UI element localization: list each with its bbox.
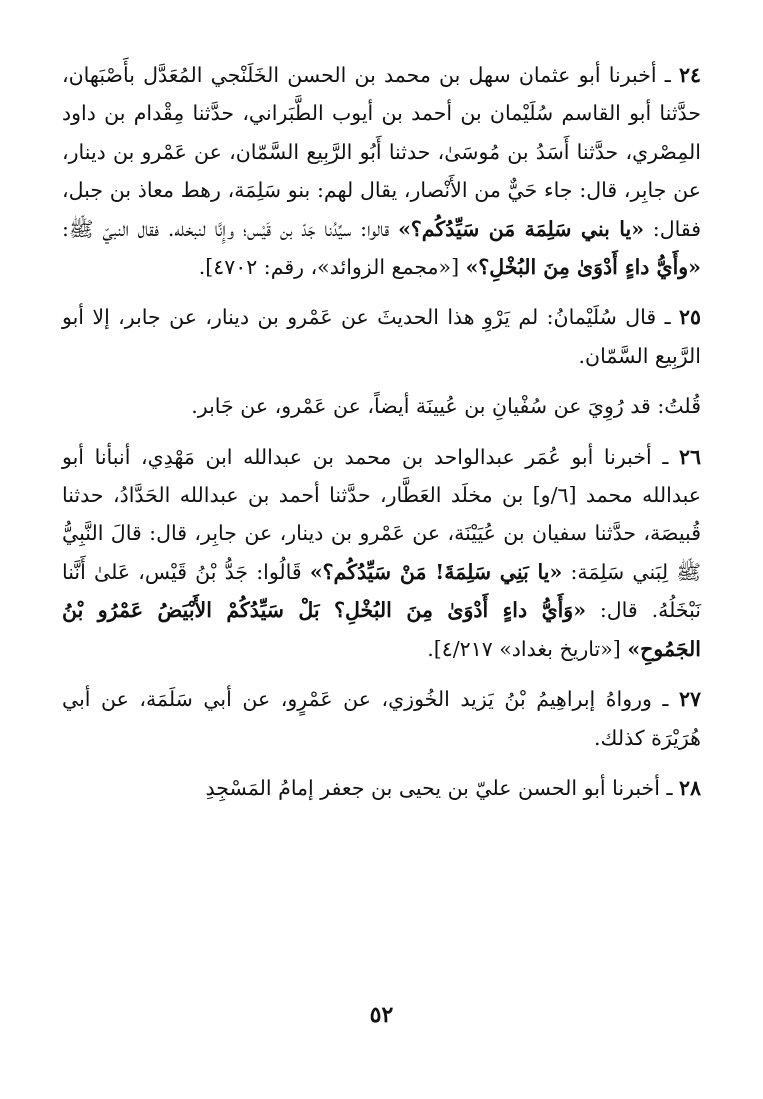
paragraph-number: ٢٨ [678,775,701,800]
paragraph-text: قَالُوا: جَدُّ بْنُ قَيْس، عَلىٰ أَنَّنا نَبْخَلُهُ. قال: [62,559,701,623]
paragraph-number: ٢٥ [678,305,701,330]
hadith-quote-bold: «وَأَيُّ داءٍ أَدْوَىٰ مِنَ البُخْلِ؟ بَلْ سَيِّدُكُمْ الأَبْيَضُ عَمْرُو بْنُ الجَمُوحِ» [62,598,701,661]
citation-reference: [«مجمع الزوائد»، رقم: ٤٧٠٢]. [198,255,466,280]
paragraph-text: ـ أخبرنا أبو عثمان سهل بن محمد بن الحسن الخَلَنْجي المُعَدَّل بأَصْبَهان، حدَّثنا أبو القاسم سُلَيْمان بن أحمد بن أيوب الطَّبَراني، حدَّثنا مِقْدام بن داود المِصْري، حدَّثنا أَسَدُ بن مُوسَىٰ، حدثنا أَبُو الرَّبِيع السَّمّان، عن عَمْرو بن دينار، عن جابِر، قال: جاء حَيٌّ من الأَنْصار، يقال لهم: بنو سَلِمَة، رهط معاذ بن جبل، فقال: [62,63,702,241]
hadith-quote-bold: «وأَيُّ داءٍ أَدْوَىٰ مِنَ البُخْلِ؟» [465,255,701,280]
paragraph-text: ـ ورواهُ إبراهِيمُ بْنُ يَزيد الخُوزي، عن عَمْرٍو، عن أبي سَلَمَة، عن أبي هُرَيْرَة كذلك. [62,687,701,750]
paragraph-text: قُلتُ: قد رُوِيَ عن سُفْيانِ بن عُيينَة أيضاً، عن عَمْرو، عن جَابر. [191,394,701,419]
citation-reference: [«تاريخ بغداد» ٤/٢١٧]. [427,636,628,661]
paragraph-text: ـ قال سُلَيْمانُ: لم يَرْوِ هذا الحديثَ عن عَمْرو بن دينار، عن جابر، إلا أبو الرَّبِيع السَّمّان. [62,305,701,368]
paragraph-24 [62,56,701,286]
paragraph-25 [62,298,701,375]
hadith-quote-bold: «يا بَنِي سَلِمَةَ! مَنْ سَيِّدُكُم؟» [309,559,563,584]
hadith-quote-bold: «يا بني سَلِمَة مَن سَيِّدُكُم؟» [398,216,645,241]
page-body-text [62,56,701,807]
paragraph-note [62,387,701,425]
page-number: ٥٢ [369,1002,394,1028]
paragraph-number: ٢٧ [678,687,701,712]
paragraph-text: ـ أخبرنا أبو عُمَر عبدالواحد بن محمد بن عبدالله ابن مَهْدِي، أنبأنا أبو عبدالله محمد [٦/و] بن مخلَد العَطَّار، حدَّثنا أحمد بن عبدالله الحَدَّادُ، حدثنا قُبيصَة، حدَّثنا سفيان بن عُيَيْنَة، عن عَمْرو بن دينار، عن جابِر، قال: قالَ النَّبِيُّ ﷺ لِبَني سَلِمَة: [62,444,701,584]
paragraph-number: ٢٦ [678,444,701,469]
paragraph-27 [62,680,701,757]
paragraph-28 [62,769,701,807]
paragraph-26 [62,438,701,668]
paragraph-number: ٢٤ [678,63,701,87]
paragraph-text: قالوا: سيِّدُنا جَدّ بن قَيْس؛ وإِنَّا لنبخله. فقال النبيّ ﷺ: [62,216,399,241]
paragraph-text: ـ أخبرنا أبو الحسن عليّ بن يحيى بن جعفر إمامُ المَسْجِدِ [205,775,679,800]
